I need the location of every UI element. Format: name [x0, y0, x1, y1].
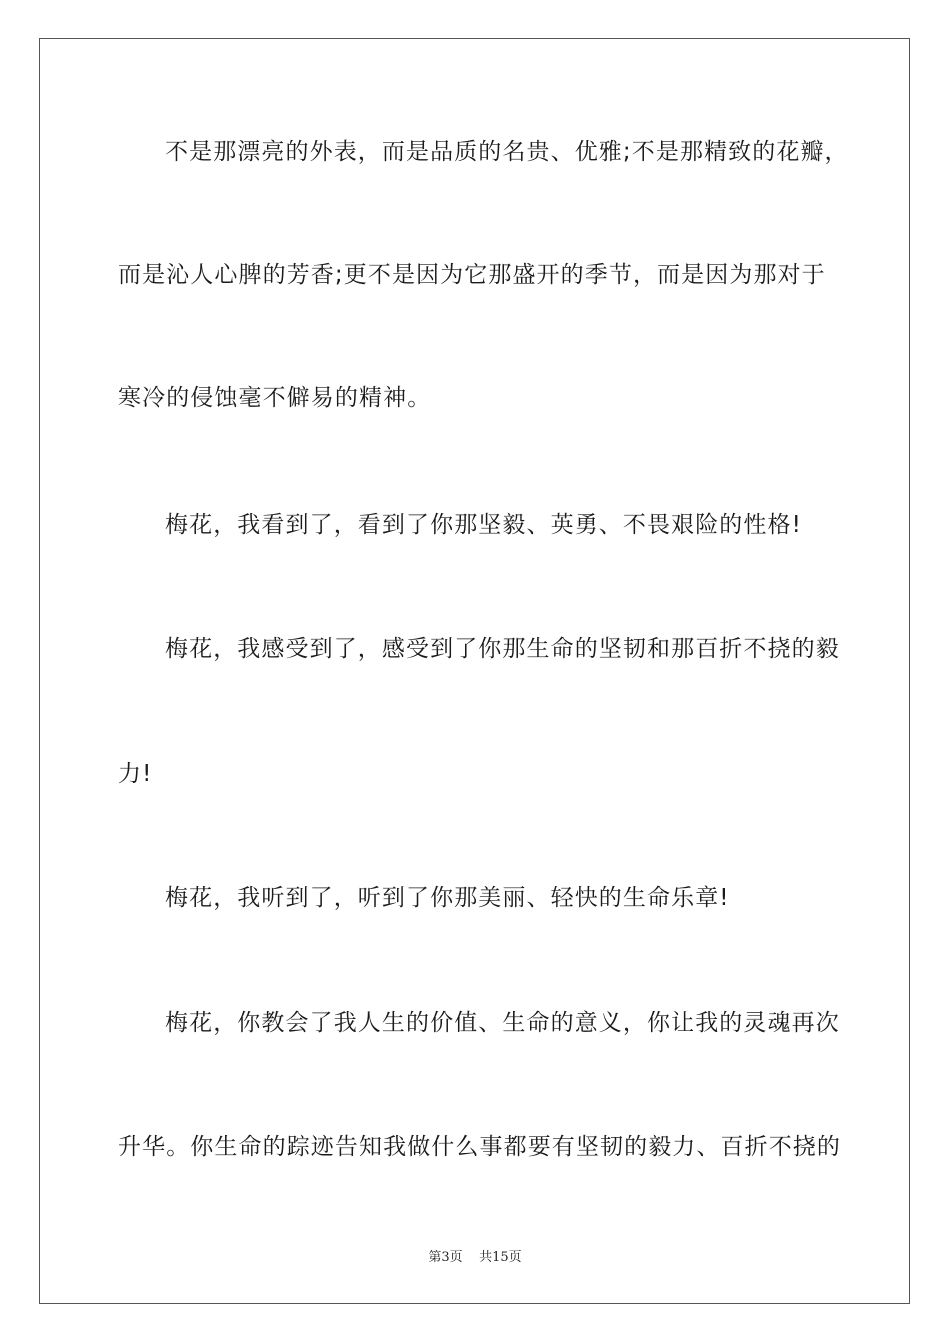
paragraph-line: 力!	[118, 761, 153, 787]
paragraph-line: 梅花，你教会了我人生的价值、生命的意义，你让我的灵魂再次	[165, 1010, 840, 1036]
paragraph-line: 梅花，我看到了，看到了你那坚毅、英勇、不畏艰险的性格!	[165, 512, 802, 538]
paragraph-line: 寒冷的侵蚀毫不僻易的精神。	[118, 385, 432, 411]
paragraph-line: 而是沁人心脾的芳香;更不是因为它那盛开的季节，而是因为那对于	[118, 262, 826, 288]
page-total: 共15页	[479, 1250, 522, 1265]
paragraph-line: 不是那漂亮的外表，而是品质的名贵、优雅;不是那精致的花瓣，	[165, 139, 849, 165]
paragraph-line: 升华。你生命的踪迹告知我做什么事都要有坚韧的毅力、百折不挠的	[118, 1134, 841, 1160]
page-number: 第3页	[428, 1250, 463, 1265]
page-border	[39, 38, 910, 1304]
paragraph-line: 梅花，我感受到了，感受到了你那生命的坚韧和那百折不挠的毅	[165, 636, 840, 662]
paragraph-line: 梅花，我听到了，听到了你那美丽、轻快的生命乐章!	[165, 885, 730, 911]
page-footer	[0, 1246, 950, 1265]
